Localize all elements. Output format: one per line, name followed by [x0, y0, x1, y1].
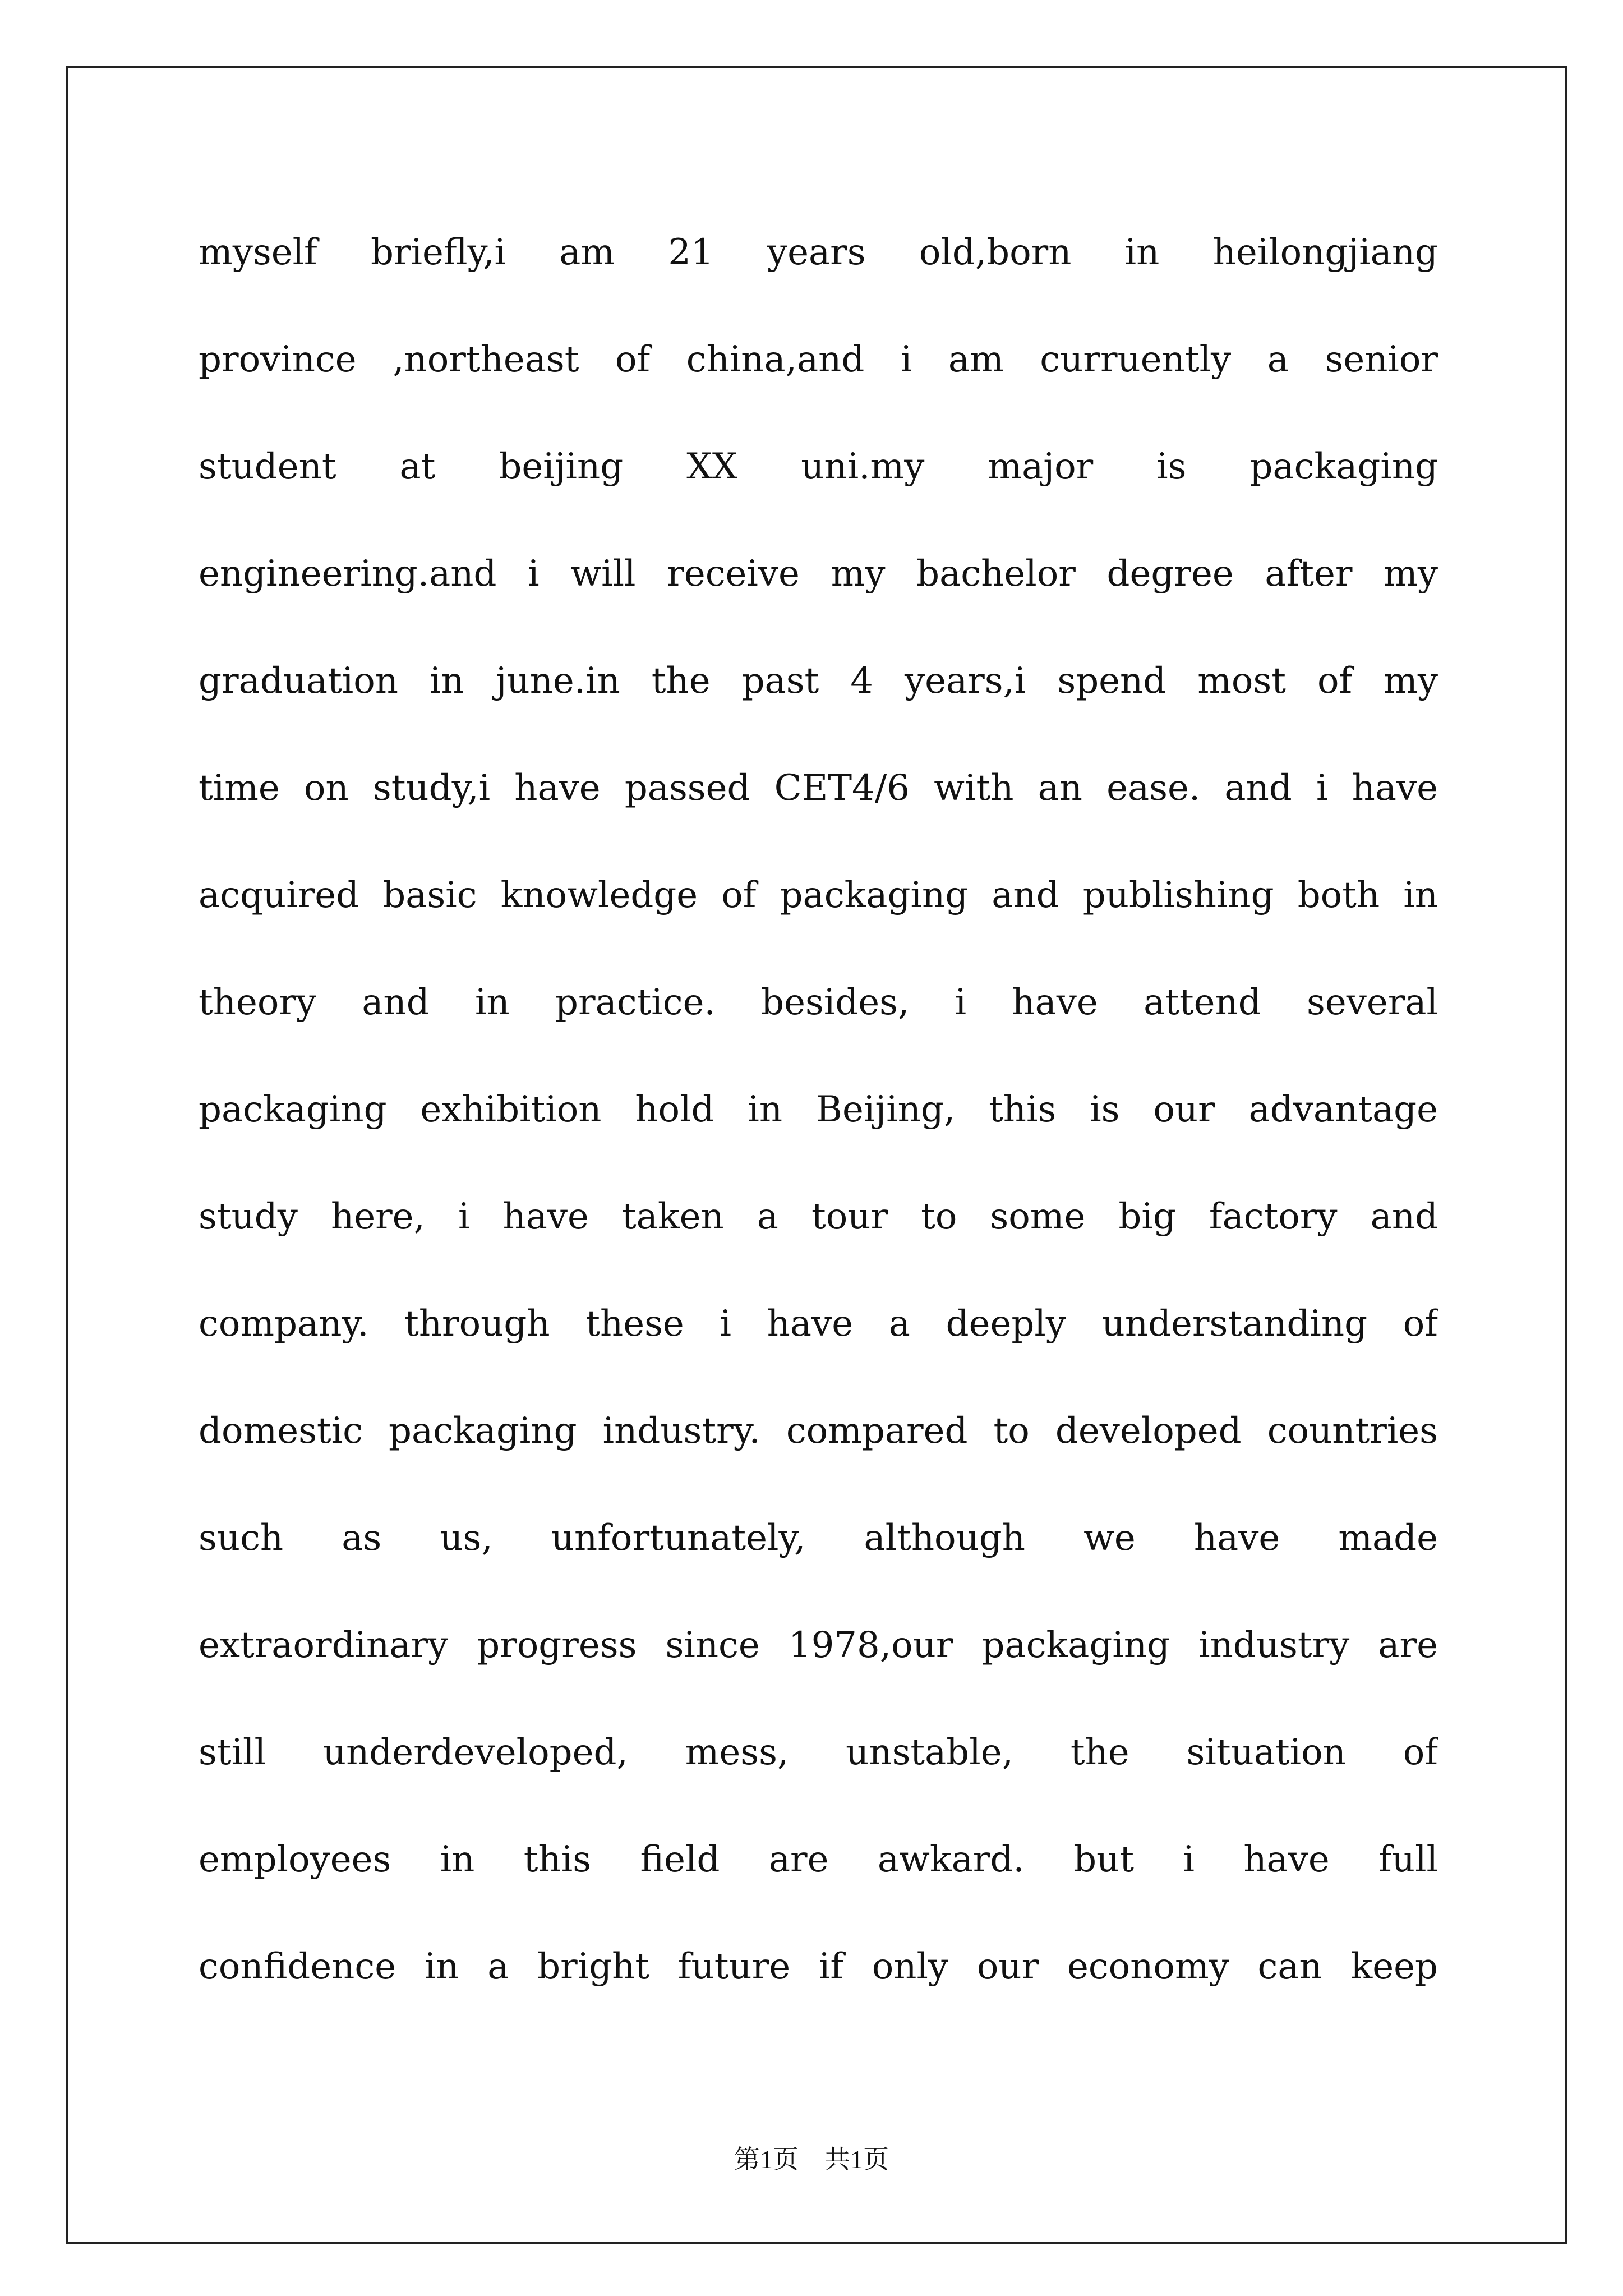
text-line: student at beijing XX uni.my major is packaging — [199, 446, 1438, 487]
text-line: still underdeveloped, mess, unstable, the situation of — [199, 1732, 1438, 1773]
text-line: domestic packaging industry. compared to developed countries — [199, 1410, 1438, 1452]
text-line: graduation in june.in the past 4 years,i spend most of my — [199, 660, 1438, 702]
text-line: such as us, unfortunately, although we have made — [199, 1517, 1438, 1559]
text-line: employees in this field are awkard. but i have full — [199, 1839, 1438, 1880]
page-number-footer: 第1页 共1页 — [734, 2145, 889, 2174]
text-line: company. through these i have a deeply understanding of — [199, 1303, 1438, 1345]
text-line: extraordinary progress since 1978,our packaging industry are — [199, 1625, 1438, 1666]
text-line: province ,northeast of china,and i am curruently a senior — [199, 339, 1438, 380]
text-line: acquired basic knowledge of packaging and publishing both in — [199, 875, 1438, 916]
text-line: confidence in a bright future if only our economy can keep — [199, 1946, 1438, 1987]
text-line: packaging exhibition hold in Beijing, this is our advantage — [199, 1089, 1438, 1130]
text-line: myself briefly,i am 21 years old,born in heilongjiang — [199, 232, 1438, 273]
text-line: theory and in practice. besides, i have attend several — [199, 982, 1438, 1023]
text-line: engineering.and i will receive my bachelor degree after my — [199, 553, 1438, 595]
text-line: time on study,i have passed CET4/6 with an ease. and i have — [199, 767, 1438, 809]
body-paragraph — [199, 222, 1438, 2043]
text-line: study here, i have taken a tour to some big factory and — [199, 1196, 1438, 1237]
